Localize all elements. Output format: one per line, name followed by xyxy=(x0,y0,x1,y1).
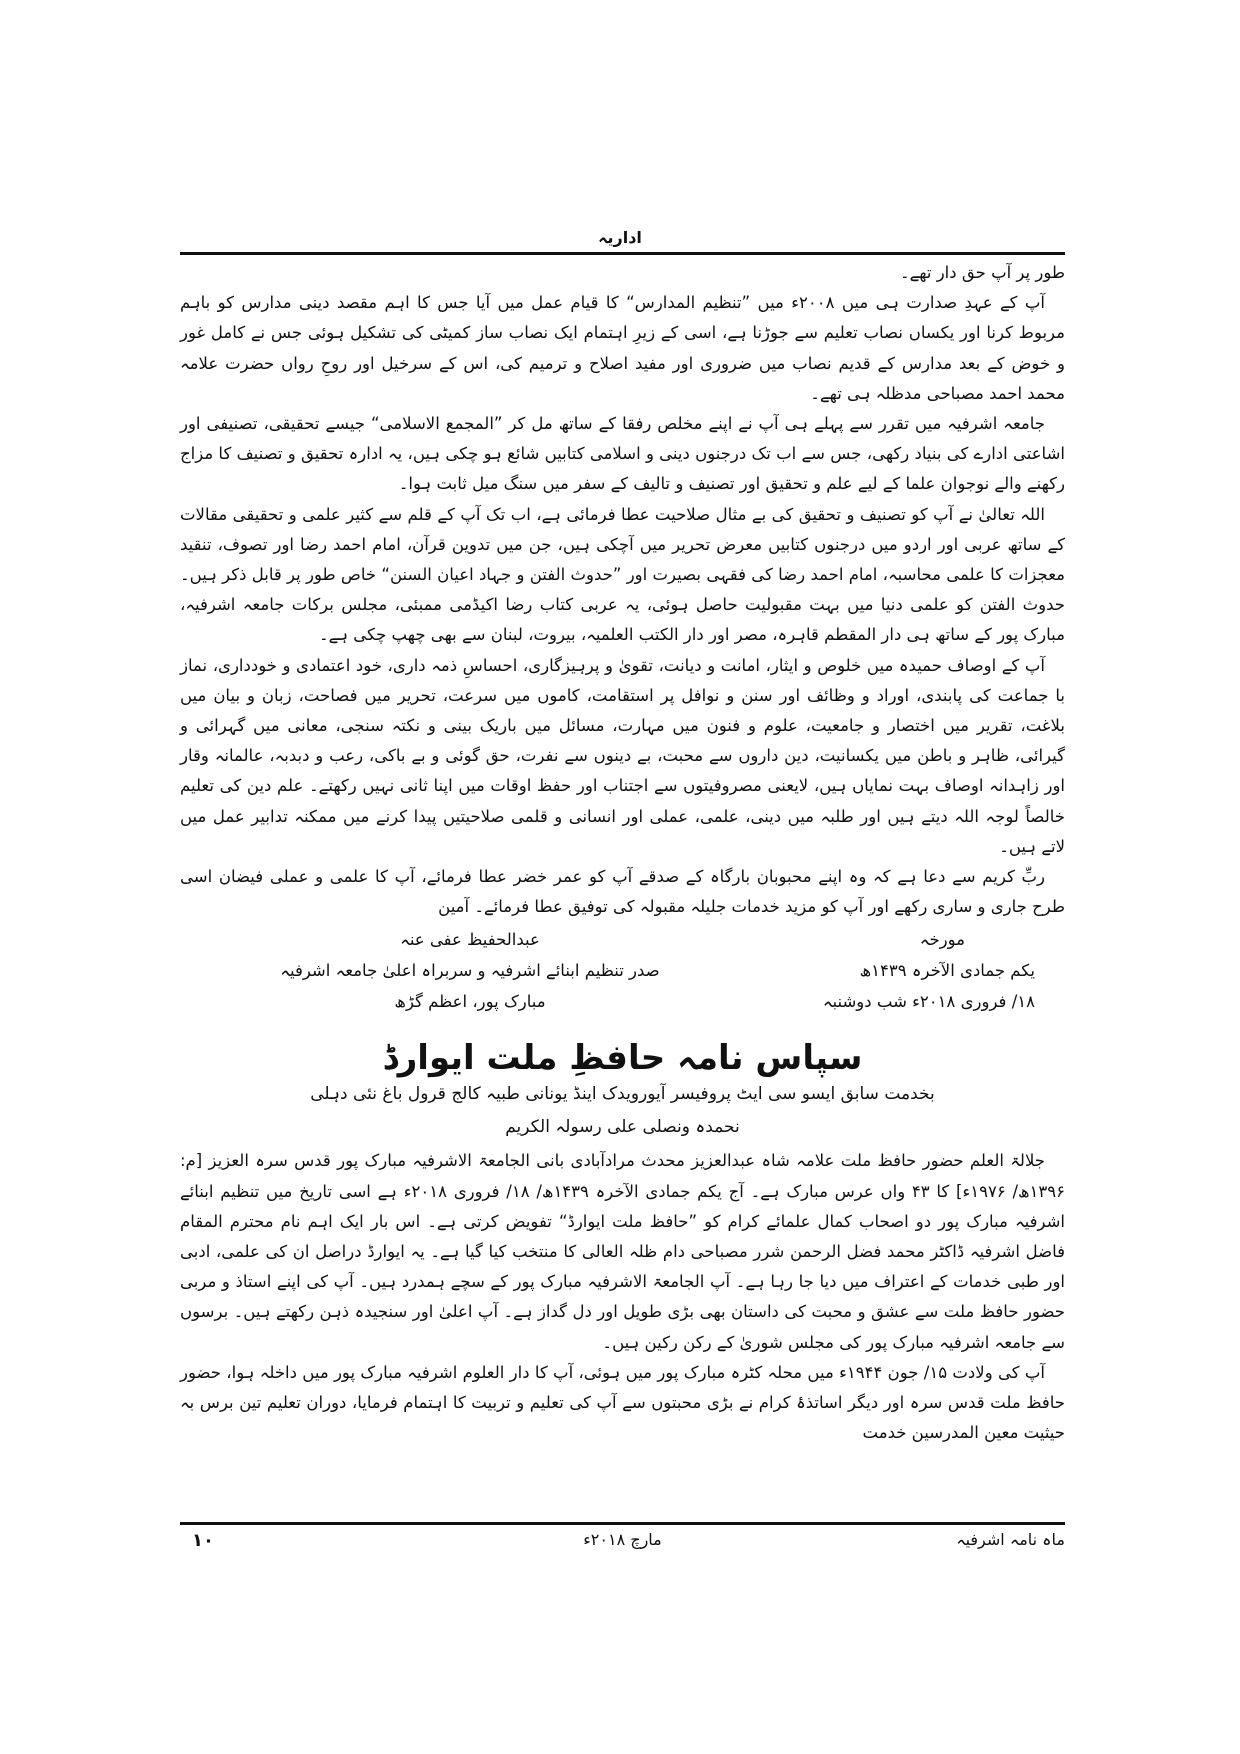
signatory-role: صدر تنظیم ابنائے اشرفیہ و سربراہ اعلیٰ جامعہ اشرفیہ xyxy=(280,961,660,981)
award-paragraph-1: جلالۃ العلم حضور حافظ ملت علامہ شاہ عبدالعزیز محدث مرادآبادی بانی الجامعۃ الاشرفیہ مبارک پور قدس سرہ العزیز [م: ۱۳۹۶ھ/ ۱۹۷۶ء] کا ۴۳ واں عرس مبارک ہے۔ آج یکم جمادی الآخرہ ۱۴۳۹ھ/ ۱۸/ فروری ۲۰۱۸ء ہے اسی تاریخ میں تنظیم ابنائے اشرفیہ مبارک پور دو اصحاب کمال علمائے کرام کو ”حافظ ملت ایوارڈ“ تفویض کرتی ہے۔ اس بار ایک اہم نام محترم المقام فاضل اشرفیہ ڈاکٹر محمد فضل الرحمن شرر مصباحی دام ظلہ العالی کا منتخب کیا گیا ہے۔ یہ ایوارڈ دراصل ان کی علمی، ادبی اور طبی خدمات کے اعتراف میں دیا جا رہا ہے۔ آپ الجامعۃ الاشرفیہ مبارک پور کے سچے ہمدرد ہیں۔ آپ کی اپنے استاذ و مربی حضور حافظ ملت سے عشق و محبت کی داستان بھی بڑی طویل اور دل گداز ہے۔ آپ اعلیٰ اور سنجیدہ ذہن رکھتے ہیں۔ برسوں سے جامعہ اشرفیہ مبارک پور کی مجلس شوریٰ کے رکن رکین ہیں۔ xyxy=(180,1151,1065,1352)
issue-date: مارچ ۲۰۱۸ء xyxy=(583,1530,662,1549)
paragraph-3: جامعہ اشرفیہ میں تقرر سے پہلے ہی آپ نے اپنے مخلص رفقا کے ساتھ مل کر ”المجمع الاسلامی“ جیسے تحقیقی، تصنیفی اور اشاعتی ادارے کی بنیاد رکھی، جس سے اب تک درجنوں دینی و اسلامی کتابیں شائع ہو چکی ہیں، یہ ادارہ تحقیق و تصنیف کا مزاج رکھنے والے نوجوان علما کے لیے علم و تحقیق اور تصنیف و تالیف کے سفر میں سنگ میل ثابت ہوا۔ xyxy=(180,414,1065,494)
magazine-name: ماہ نامہ اشرفیہ xyxy=(956,1530,1065,1549)
section-title: اداریہ xyxy=(598,228,642,247)
paragraph-4: اللہ تعالیٰ نے آپ کو تصنیف و تحقیق کی بے مثال صلاحیت عطا فرمائی ہے، اب تک آپ کے قلم سے کثیر علمی و تحقیقی مقالات کے ساتھ عربی اور اردو میں درجنوں کتابیں معرض تحریر میں آچکی ہیں، جن میں تدوین قرآن، امام احمد رضا اور تصوف، تنقید معجزات کا علمی محاسبہ، امام احمد رضا کی فقہی بصیرت اور ”حدوث الفتن و جہاد اعیان السنن“ خاص طور پر قابل ذکر ہیں۔ حدوث الفتن کو علمی دنیا میں بہت مقبولیت حاصل ہوئی، یہ عربی کتاب رضا اکیڈمی ممبئی، مجلس برکات جامعہ اشرفیہ، مبارک پور کے ساتھ ہی دار المقطم قاہرہ، مصر اور دار الکتب العلمیہ، بیروت، لبنان سے بھی چھپ چکی ہے۔ xyxy=(180,504,1065,645)
hijri-date: یکم جمادی الآخرہ ۱۴۳۹ھ xyxy=(859,961,1035,981)
award-subtitle: بخدمت سابق ایسو سی ایٹ پروفیسر آیورویدک اینڈ یونانی طبیہ کالج قرول باغ نئی دہلی xyxy=(310,1084,935,1105)
signatory-place: مبارک پور، اعظم گڑھ xyxy=(394,992,546,1012)
paragraph-5: آپ کے اوصاف حمیدہ میں خلوص و ایثار، امانت و دیانت، تقویٰ و پرہیزگاری، احساسِ ذمہ داری، خود اعتمادی و خودداری، نماز با جماعت کی پابندی، اوراد و وظائف اور سنن و نوافل پر استقامت، کاموں میں سرعت، تحریر میں فصاحت، زبان و بیان میں بلاغت، تقریر میں اختصار و جامعیت، علوم و فنون میں مہارت، مسائل میں باریک بینی و نکتہ سنجی، معانی میں گہرائی و گیرائی، ظاہر و باطن میں یکسانیت، دین داروں سے محبت، بے دینوں سے نفرت، حق گوئی و بے باکی، رعب و دبدبہ، عالمانہ وقار اور زاہدانہ اوصاف بہت نمایاں ہیں، لایعنی مصروفیتوں سے اجتناب اور حفظ اوقات میں اپنا ثانی نہیں رکھتے۔ علم دین کی تعلیم خالصاً لوجہ اللہ دیتے ہیں اور طلبہ میں دینی، علمی، عملی اور انسانی و قلمی صلاحیتیں پیدا کرنے میں ممکنہ تدابیر عمل میں لاتے ہیں۔ xyxy=(180,655,1065,856)
header-rule xyxy=(180,252,1065,255)
signatory-name: عبدالحفیظ عفی عنہ xyxy=(400,930,540,950)
footer-rule xyxy=(180,1522,1065,1525)
page-number: ۱۰ xyxy=(192,1530,214,1551)
signatory-column xyxy=(180,924,760,1017)
award-paragraph-2: آپ کی ولادت ۱۵/ جون ۱۹۴۴ء میں محلہ کٹرہ مبارک پور میں ہوئی، آپ کا دار العلوم اشرفیہ مبارک پور میں داخلہ ہوا، حضور حافظ ملت قدس سرہ اور دیگر اساتذۂ کرام نے بڑی محبتوں سے آپ کی تعلیم و تربیت کا اہتمام فرمایا، دوران تعلیم تین برس بہ حیثیت معین المدرسین خدمت xyxy=(180,1362,1065,1443)
paragraph-1: طور پر آپ حق دار تھے۔ xyxy=(899,263,1065,282)
award-title: سپاس نامہ حافظِ ملت ایوارڈ xyxy=(382,1038,863,1079)
gregorian-date: ۱۸/ فروری ۲۰۱۸ء شب دوشنبہ xyxy=(822,992,1035,1012)
award-invocation: نحمدہ ونصلی علی رسولہ الکریم xyxy=(505,1117,740,1138)
paragraph-6: ربِّ کریم سے دعا ہے کہ وہ اپنے محبوبان بارگاہ کے صدقے آپ کو عمر خضر عطا فرمائے، آپ کا علمی و عملی فیضان اسی طرح جاری و ساری رکھے اور آپ کو مزید خدمات جلیلہ مقبولہ کی توفیق عطا فرمائے۔ آمین xyxy=(180,867,1065,917)
signature-block xyxy=(180,924,1065,1046)
page-footer xyxy=(180,1530,1065,1564)
paragraph-2: آپ کے عہدِ صدارت ہی میں ۲۰۰۸ء میں ”تنظیم المدارس“ کا قیام عمل میں آیا جس کا اہم مقصد دینی مدارس کو باہم مربوط کرنا اور یکساں نصاب تعلیم سے جوڑنا ہے، اسی کے زیرِ اہتمام ایک نصاب ساز کمیٹی کی تشکیل ہوئی جس نے کامل غور و خوض کے بعد مدارس کے قدیم نصاب میں ضروری اور مفید اصلاح و ترمیم کی، اس کے سرخیل اور روحِ رواں حضرت علامہ محمد احمد مصباحی مدظلہ ہی تھے۔ xyxy=(180,293,1065,403)
article-body xyxy=(180,258,1065,1449)
dated-label: مورخہ xyxy=(919,930,965,950)
date-column xyxy=(735,924,1035,1017)
